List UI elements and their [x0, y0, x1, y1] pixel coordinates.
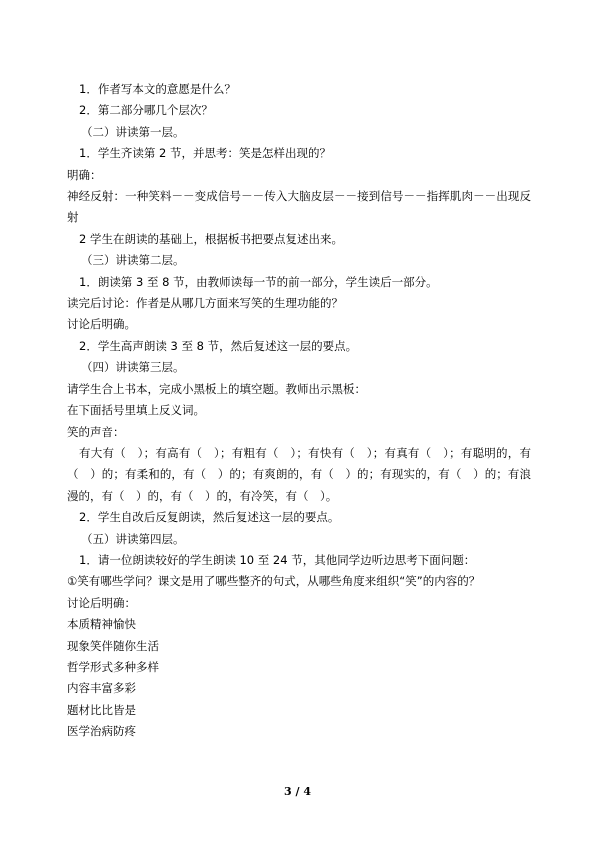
list-item: 现象笑伴随你生活 — [67, 638, 159, 653]
paragraph: 讨论后明确。 — [67, 317, 136, 332]
section-heading-4: （四）讲读第三层。 — [81, 360, 185, 375]
paragraph: 笑的声音： — [67, 424, 125, 439]
section-heading-2: （二）讲读第一层。 — [81, 124, 185, 139]
paragraph: 2．学生自改后反复朗读，然后复述这一层的要点。 — [79, 510, 340, 525]
list-item: 本质精神愉快 — [67, 617, 136, 632]
paragraph: 在下面括号里填上反义词。 — [67, 403, 205, 418]
section-heading-3: （三）讲读第二层。 — [81, 253, 185, 268]
question-2: 2．第二部分哪几个层次？ — [79, 103, 213, 118]
paragraph: 2．学生高声朗读 3 至 8 节，然后复述这一层的要点。 — [79, 338, 358, 353]
document-body — [67, 79, 531, 743]
paragraph: 明确： — [67, 167, 102, 182]
paragraph: 讨论后明确： — [67, 595, 136, 610]
list-item: 题材比比皆是 — [67, 702, 136, 717]
section-heading-5: （五）讲读第四层。 — [81, 531, 185, 546]
list-item: 哲学形式多种多样 — [67, 659, 159, 674]
paragraph: 神经反射：一种笑料－－变成信号－－传入大脑皮层－－接到信号－－指挥肌肉－－出现反射 — [67, 189, 531, 225]
paragraph: ①笑有哪些学问？课文是用了哪些整齐的句式，从哪些角度来组织“笑”的内容的？ — [67, 574, 481, 589]
list-item: 医学治病防疼 — [67, 724, 136, 739]
paragraph: 1．朗读第 3 至 8 节，由教师读每一节的前一部分，学生读后一部分。 — [79, 274, 438, 289]
paragraph: 1．请一位朗读较好的学生朗读 10 至 24 节，其他同学边听边思考下面问题： — [79, 552, 476, 567]
page-number: 3 / 4 — [284, 785, 311, 798]
paragraph: 2 学生在朗读的基础上，根据板书把要点复述出来。 — [79, 231, 343, 246]
paragraph: 读完后讨论：作者是从哪几方面来写笑的生理功能的？ — [67, 296, 343, 311]
paragraph: 请学生合上书本，完成小黑板上的填空题。教师出示黑板： — [67, 381, 366, 396]
list-item: 内容丰富多彩 — [67, 681, 136, 696]
fill-in-blank-exercise: 有大有（ ）；有高有（ ）；有粗有（ ）；有快有（ ）；有真有（ ）；有聪明的，有（ ）的；有柔和的，有（ ）的；有爽朗的，有（ ）的；有现实的，有（ ）的；有浪漫的，有（ ）的，有（ ）的，有冷笑，有（ ）。 — [67, 445, 531, 503]
paragraph: 1．学生齐读第 2 节，并思考：笑是怎样出现的？ — [79, 146, 331, 161]
question-1: 1．作者写本文的意愿是什么？ — [79, 82, 236, 96]
